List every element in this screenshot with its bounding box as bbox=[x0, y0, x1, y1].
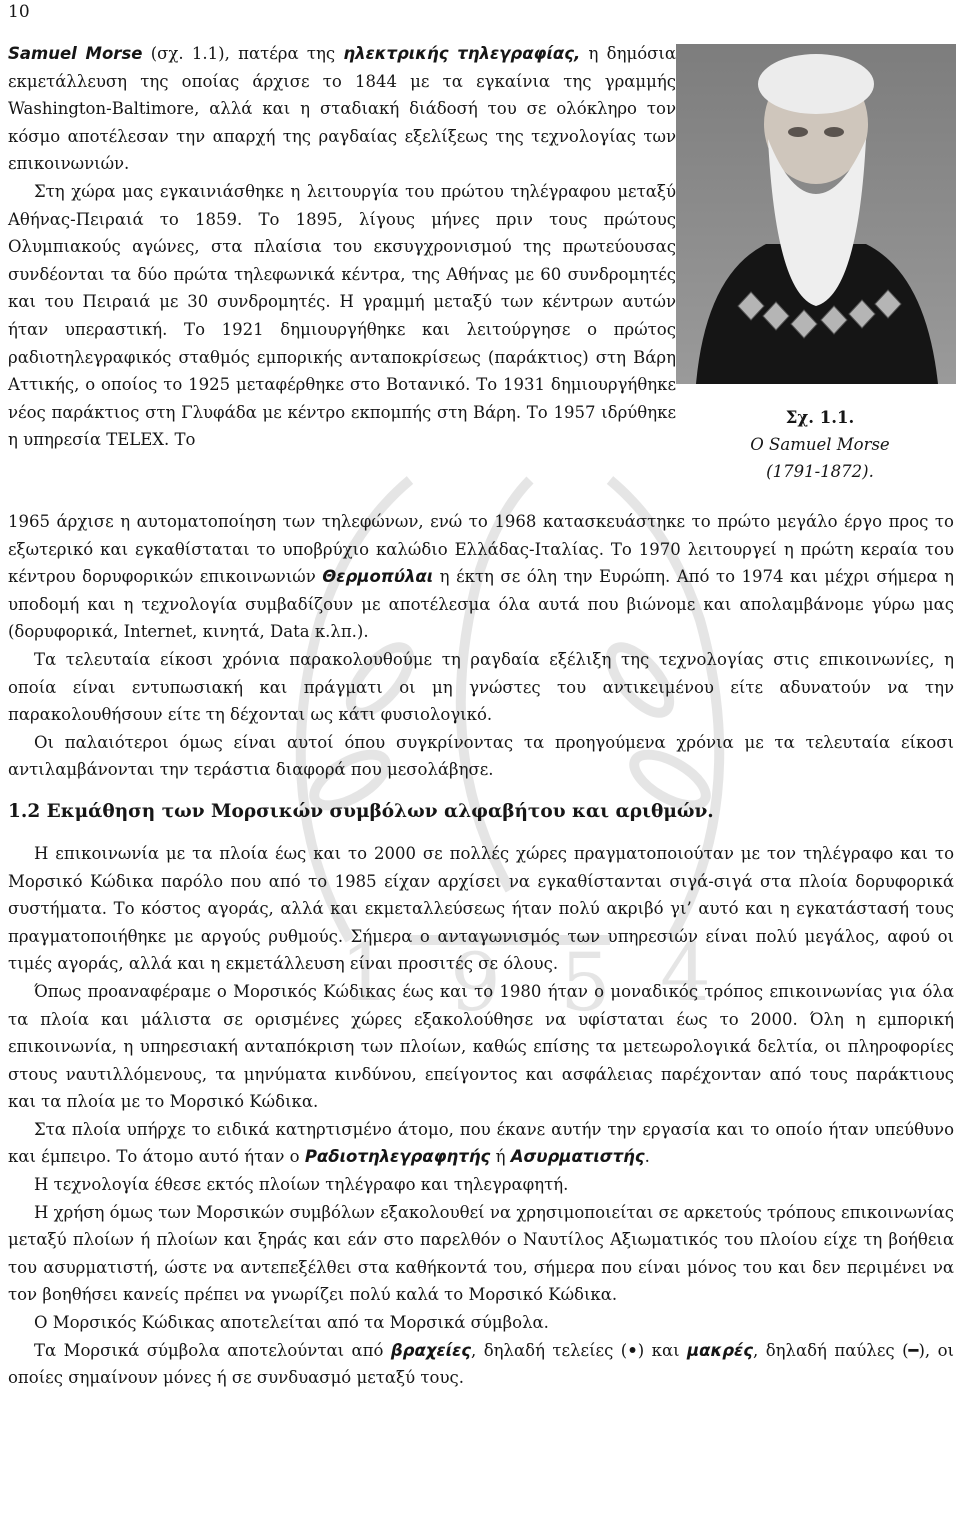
paragraph bbox=[8, 1116, 954, 1171]
text-run: ), οι οποίες σημαίνουν μόνες ή σε συνδυασμό μεταξύ τους. bbox=[8, 1340, 954, 1388]
paragraph: Η τεχνολογία έθεσε εκτός πλοίων τηλέγραφο και τηλεγραφητή. bbox=[34, 1175, 569, 1195]
dash-symbol: ━ bbox=[908, 1340, 919, 1360]
caption-subject: Ο Samuel Morse bbox=[750, 435, 890, 454]
emphasis: Ασυρματιστής bbox=[510, 1147, 645, 1167]
caption-years: (1791-1872). bbox=[766, 462, 874, 481]
emphasis: μακρές bbox=[687, 1340, 754, 1360]
paragraph: Όπως προαναφέραμε ο Μορσικός Κώδικας έως και το 1980 ήταν ο μοναδικός τρόπος επικοινωνίας για όλα τα πλοία και μάλιστα σε ορισμένες χώρες εξακολούθησε να υφίσταται έως το 2000. Όλη η εμπορική επικοινωνία, η υπηρεσιακή ανταπόκριση των πλοίων, καθώς επίσης τα μετεωρολογικά δελτία, οι πληροφορίες στους ναυτιλλόμενους, τα μηνύματα κινδύνου, επείγοντος και ασφάλειας παρέχονταν από τους παράκτιους και τα πλοία με το Μορσικό Κώδικα. bbox=[8, 981, 954, 1112]
watermark-digit: 4 bbox=[660, 926, 711, 1019]
intro-section bbox=[8, 40, 676, 454]
paragraph: Η επικοινωνία με τα πλοία έως και το 2000 σε πολλές χώρες πραγματοποιούταν με τον τηλέγραφο και το Μορσικό Κώδικα παρόλο που από το 1985 είχαν αρχίσει να εγκαθίστανται σιγά-σιγά στα πλοία δορυφορικά συστήματα. Το κόστος αγοράς, αλλά και εκμεταλλεύσεως ήταν πολύ ακριβό γι’ αυτό και η εγκατάστασή τους πραγματοποιήθηκε με αργούς ρυθμούς. Σήμερα ο ανταγωνισμός των υπηρεσιών είναι πολύ μεγάλος, αφού οι τιμές αγοράς, αλλά και η εκμετάλλευση είναι προσιτές σε όλους. bbox=[8, 843, 954, 974]
portrait-photo bbox=[676, 44, 956, 384]
text-run: , δηλαδή παύλες ( bbox=[753, 1340, 909, 1360]
text-run: Στα πλοία υπήρχε το ειδικά κατηρτισμένο άτομο, που έκανε αυτήν την εργασία και το οποίο ήταν υπεύθυνο και έμπειρο. Το άτομο αυτό ήταν ο bbox=[8, 1119, 954, 1167]
paragraph: Η χρήση όμως των Μορσικών συμβόλων εξακολουθεί να χρησιμοποιείται σε αρκετούς τρόπους επικοινωνίας μεταξύ πλοίων ή πλοίων και ξηράς και εάν στο παρελθόν ο Ναυτίλος Αξιωματικός του πλοίου είχε τη βοήθεια του ασυρματιστή, ώστε να αντεπεξέλθει στα καθήκοντά του, σήμερα που είναι μόνος του και δεν περιμένει να τον βοηθήσει κανείς πρέπει να γνωρίζει πολύ καλά το Μορσικό Κώδικα. bbox=[8, 1202, 954, 1305]
lead-name: Samuel Morse bbox=[8, 44, 143, 63]
body-section bbox=[8, 508, 954, 1392]
watermark-digit: 1 bbox=[340, 926, 391, 1019]
paragraph: Οι παλαιότεροι όμως είναι αυτοί όπου συγκρίνοντας τα προηγούμενα χρόνια με τα τελευταία είκοσι αντιλαμβάνονται την τεράστια διαφορά που μεσολάβησε. bbox=[8, 732, 954, 780]
emphasis: ηλεκτρικής τηλεγραφίας, bbox=[343, 44, 581, 63]
caption-title: Σχ. 1.1. bbox=[785, 408, 855, 427]
dot-symbol: • bbox=[627, 1340, 638, 1360]
paragraph: Τα τελευταία είκοσι χρόνια παρακολουθούμε τη ραγδαία εξέλιξη της τεχνολογίας στις επικοινωνίες, η οποία είναι εντυπωσιακή και πράγματι οι μη γνώστες του αντικειμένου είτε αδυνατούν να την παρακολουθήσουν είτε τη δέχονται ως κάτι φυσιολογικό. bbox=[8, 649, 954, 725]
watermark-digit: 9 bbox=[450, 936, 501, 1020]
text-run: η έκτη σε όλη την Ευρώπη. Από το 1974 και μέχρι σήμερα η υποδομή και η τεχνολογία συμβαδίζουν με αποτέλεσμα όλα αυτά που βιώνομε και απολαμβάνομε γύρω μας (δορυφορικά, Internet, κινητά, Data κ.λπ.). bbox=[8, 567, 954, 642]
page-number: 10 bbox=[8, 2, 30, 22]
paragraph: Ο Μορσικός Κώδικας αποτελείται από τα Μορσικά σύμβολα. bbox=[34, 1313, 549, 1333]
text-run: , δηλαδή τελείες ( bbox=[471, 1340, 628, 1360]
emphasis: Θερμοπύλαι bbox=[322, 567, 434, 587]
emphasis: βραχείες bbox=[390, 1340, 472, 1360]
watermark-digit: 5 bbox=[560, 936, 611, 1020]
section-heading: 1.2 Εκμάθηση των Μορσικών συμβόλων αλφαβήτου και αριθμών. bbox=[8, 800, 714, 822]
text-run: 1965 άρχισε η αυτοματοποίηση των τηλεφώνων, ενώ το 1968 κατασκευάστηκε το πρώτο μεγάλο έργο προς το εξωτερικό και εγκαθίσταται το υποβρύχιο καλώδιο Ελλάδας-Ιταλίας. Το 1970 λειτουργεί η πρώτη κεραία του κέντρου δορυφορικών επικοινωνιών bbox=[8, 512, 954, 587]
text-run: Τα Μορσικά σύμβολα αποτελούνται από bbox=[34, 1340, 391, 1360]
text-run: (σχ. 1.1), πατέρα της bbox=[142, 44, 344, 63]
text-run: ή bbox=[490, 1147, 511, 1167]
text-run: . bbox=[644, 1147, 650, 1167]
paragraph bbox=[8, 1337, 954, 1392]
text-run: η δημόσια εκμετάλλευση της οποίας άρχισε το 1844 με τα εγκαίνια της γραμμής Washington-Baltimore, αλλά και η σταδιακή διάδοσή του σε ολόκληρο τον κόσμο αποτέλεσαν την απαρχή της ραγδαίας εξελίξεως της τεχνολογίας των επικοινωνιών. bbox=[8, 44, 677, 174]
paragraph bbox=[8, 508, 954, 646]
emphasis: Ραδιοτηλεγραφητής bbox=[304, 1147, 491, 1167]
text-run: ) και bbox=[637, 1340, 688, 1360]
figure-caption bbox=[700, 404, 940, 485]
paragraph bbox=[8, 40, 676, 178]
paragraph: Στη χώρα μας εγκαινιάσθηκε η λειτουργία του πρώτου τηλέγραφου μεταξύ Αθήνας-Πειραιά το 1859. Το 1895, λίγους μήνες πριν τους πρώτους Ολυμπιακούς αγώνες, στα πλαίσια του εκσυγχρονισμού της πρωτεύουσας συνδέονται τα δύο πρώτα τηλεφωνικά κέντρα, της Αθήνας με 60 συνδρομητές και του Πειραιά με 30 συνδρομητές. Η γραμμή μεταξύ των κέντρων αυτών ήταν υπεραστική. Το 1921 δημιουργήθηκε και λειτούργησε ο πρώτος ραδιοτηλεγραφικός σταθμός εμπορικής ανταποκρίσεως (παράκτιος) στη Βάρη Αττικής, ο οποίος το 1925 μεταφέρθηκε στο Βοτανικό. Το 1931 δημιουργήθηκε νέος παράκτιος στη Γλυφάδα με κέντρο εκπομπής στη Βάρη. Το 1957 ιδρύθηκε η υπηρεσία TELEX. Το bbox=[8, 181, 676, 450]
